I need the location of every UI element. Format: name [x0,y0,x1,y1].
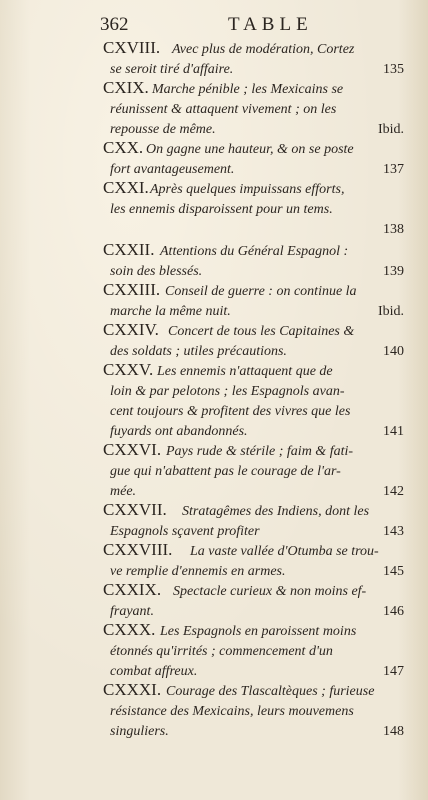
toc-entry [0,500,428,539]
chapter-number: CXXIX. [103,580,162,599]
toc-entry [0,38,428,77]
chapter-number: CXXVIII. [103,540,173,559]
toc-entry [0,580,428,619]
entry-title-line: Avec plus de modération, Cortez [172,42,355,57]
chapter-number: CXX. [103,138,144,157]
page-reference: 147 [383,664,404,679]
entry-title-line: Marche pénible ; les Mexicains se [152,82,344,97]
entry-title-line: gue qui n'abattent pas le courage de l'ar- [110,464,341,479]
toc-entry [0,360,428,439]
entry-title-line: marche la même nuit. [110,304,231,319]
page-reference: 145 [383,564,404,579]
entry-title-line: soin des blessés. [110,264,203,279]
entry-title-line: étonnés qu'irrités ; commencement d'un [110,644,333,659]
chapter-number: CXIX. [103,78,149,97]
entry-title-line: loin & par pelotons ; les Espagnols avan- [110,384,345,399]
entry-title-line: les ennemis disparoissent pour un tems. [110,202,333,217]
chapter-number: CXXIV. [103,320,159,339]
entry-title-line: fort avantageusement. [110,162,235,177]
toc-entry [0,320,428,359]
page-reference: 140 [383,344,404,359]
page-reference: 143 [383,524,404,539]
page-header [100,14,400,38]
entry-title-line: résistance des Mexicains, leurs mouvemens [110,704,354,719]
entry-title-line: Concert de tous les Capitaines & [168,324,355,339]
chapter-number: CXXVI. [103,440,162,459]
entry-title-line: Après quelques impuissans efforts, [150,182,345,197]
chapter-number: CXXI. [103,178,149,197]
entry-title-line: cent toujours & profitent des vivres que les [110,404,351,419]
page-reference: Ibid. [377,122,404,137]
page-reference: 135 [383,62,404,77]
toc-entry [0,440,428,499]
page-reference: 146 [383,604,404,619]
chapter-number: CXXXI. [103,680,162,699]
chapter-number: CXXX. [103,620,156,639]
page-reference: 139 [383,264,404,279]
entry-title-line: Pays rude & stérile ; faim & fati- [166,444,354,459]
entry-title-line: Courage des Tlascaltèques ; furieuse [166,684,375,699]
entry-title-line: fuyards ont abandonnés. [110,424,248,439]
entry-title-line: singuliers. [110,724,169,739]
running-title: TABLE [228,14,313,35]
toc-entry [0,280,428,319]
chapter-number: CXXVII. [103,500,167,519]
entry-title-line: Stratagêmes des Indiens, dont les [182,504,370,519]
entry-title-line: mée. [110,484,137,499]
toc-entry [0,240,428,279]
entry-title-line: ve remplie d'ennemis en armes. [110,564,286,579]
table-of-contents [0,38,428,739]
entry-title-line: Conseil de guerre : on continue la [165,284,357,299]
entry-title-line: des soldats ; utiles précautions. [110,344,287,359]
entry-title-line: repousse de même. [110,122,216,137]
chapter-number: CXXIII. [103,280,161,299]
entry-title-line: Les ennemis n'attaquent que de [157,364,333,379]
toc-entry [0,680,428,739]
entry-title-line: Attentions du Général Espagnol : [160,244,349,259]
entry-title-line: La vaste vallée d'Otumba se trou- [190,544,379,559]
chapter-number: CXVIII. [103,38,161,57]
page-reference: Ibid. [377,304,404,319]
chapter-number: CXXV. [103,360,154,379]
toc-entry [0,178,428,237]
page-number: 362 [100,14,129,35]
page-reference: 137 [383,162,404,177]
entry-title-line: frayant. [110,604,154,619]
toc-entry [0,138,428,177]
toc-entry [0,78,428,137]
page-reference: 142 [383,484,404,499]
entry-title-line: Spectacle curieux & non moins ef- [173,584,367,599]
entry-title-line: se seroit tiré d'affaire. [110,62,234,77]
toc-entry [0,540,428,579]
page-reference: 148 [383,724,404,739]
entry-title-line: Espagnols sçavent profiter [110,524,260,539]
entry-title-line: combat affreux. [110,664,198,679]
page-reference: 138 [383,222,404,237]
entry-title-line: réunissent & attaquent vivement ; on les [110,102,337,117]
page-reference: 141 [383,424,404,439]
toc-entry [0,620,428,679]
entry-title-line: On gagne une hauteur, & on se poste [146,142,354,157]
chapter-number: CXXII. [103,240,155,259]
entry-title-line: Les Espagnols en paroissent moins [160,624,357,639]
